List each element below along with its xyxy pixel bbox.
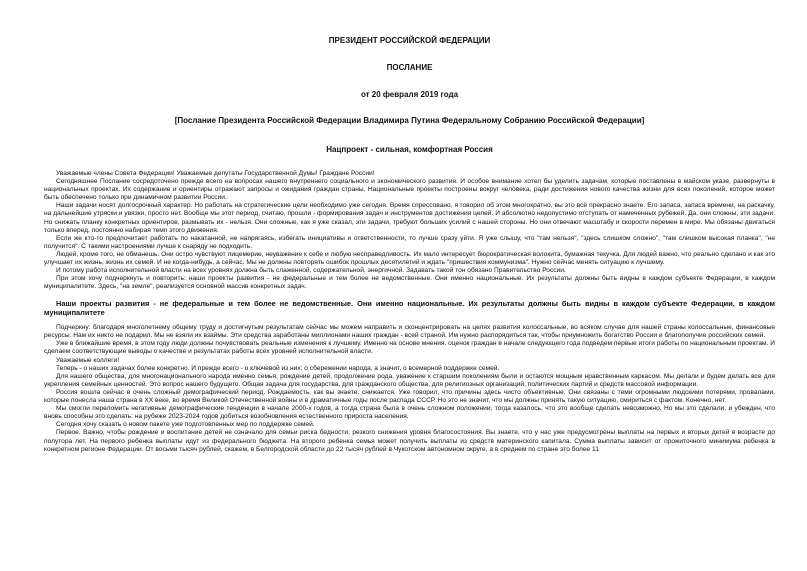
paragraph-greeting: Уважаемые члены Совета Федерации! Уважаемые депутаты Государственной Думы! Граждане России!	[56, 170, 375, 177]
section-title: Нацпроект - сильная, комфортная Россия	[326, 145, 493, 154]
paragraph: Для нашего общества, для многонационального народа именно семья, рождение детей, продолжение рода, уважение к старшим поколениям были и остаются мощным нравственным каркасом. Мы делали и будем делать все для укрепления семейных ценностей. Это вопрос нашего будущего. Общая задача для государства, для гражданского общества, для религиозных организаций, политических партий и средств массовой информации.	[44, 372, 775, 388]
paragraph: Подчеркну: благодаря многолетнему общему труду и достигнутым результатам сейчас мы можем направить и сконцентрировать на целях развития колоссальные, во всяком случае для нашей страны колоссальные, финансовые ресурсы. Нам их никто не подарил. Мы не взяли их взаймы. Эти средства заработаны миллионами наших граждан - всей страной. Им нужно распорядиться так, чтобы приумножить богатство России и благополучие российских семей.	[44, 324, 775, 340]
document-date: от 20 февраля 2019 года	[360, 90, 459, 99]
paragraph: Россия вошла сейчас в очень сложный демографический период. Рождаемость, как вы знаете, снижается. Уже говорил, что причины здесь чисто объективные. Они связаны с теми огромными людскими потерями, провалами, которые понесла наша страна в ХХ веке, во время Великой Отечественной войны и в драматичные годы после распада СССР. Но это не значит, что мы должны принять такую ситуацию, смириться с фактом. Конечно, нет.	[44, 388, 775, 405]
paragraph: И потому работа исполнительной власти на всех уровнях должна быть слаженной, содержательной, энергичной. Задавать такой тон обязано Правительство России.	[56, 267, 566, 275]
paragraph: Сегодня хочу сказать о новом пакете уже подготовленных мер по поддержке семей.	[56, 421, 315, 429]
document-subtitle: [Послание Президента Российской Федерации Владимира Путина Федеральному Собранию Российской Федерации]	[174, 116, 645, 125]
paragraph: Если же кто-то предпочитает работать по накатанной, не напрягаясь, избегать инициативы и ответственности, то лучше сразу уйти. Я уже слышу, что "там нельзя", "здесь слишком сложно", "там слишком высокая планка", "не получится". С такими настроениями лучше к снаряду не подходить.	[44, 234, 775, 250]
president-heading: ПРЕЗИДЕНТ РОССИЙСКОЙ ФЕДЕРАЦИИ	[328, 36, 491, 45]
document-type-heading: ПОСЛАНИЕ	[386, 63, 433, 72]
paragraph: При этом хочу подчеркнуть и повторить: наши проекты развития - не федеральные и тем более не ведомственные. Они именно национальные. Их результаты должны быть видны в каждом субъекте Федерации, в каждом муниципалитете. Здесь, "на земле", реализуется основной массив конкретных задач.	[44, 275, 775, 291]
paragraph: Сегодняшнее Послание сосредоточено прежде всего на вопросах нашего внутреннего социального и экономического развития. И особое внимание хотел бы уделить задачам, которые поставлены в майском указе, развернуты в национальных проектах. Их содержание и ориентиры отражают запросы и ожидания граждан страны. Национальные проекты построены вокруг человека, ради достижения нового качества жизни для всех поколений, которое может быть обеспечено только при динамичном развитии России.	[44, 178, 775, 202]
paragraph: Мы смогли переломить негативные демографические тенденции в начале 2000-х годов, а тогда страна была в очень сложном положении, тогда казалось, что это вообще сделать невозможно. Но мы это сделали, и убежден, что вновь способны это сделать: на рубеже 2023-2024 годов добиться возобновления естественного прироста населения.	[44, 405, 775, 421]
paragraph: Людей, кроме того, не обманешь. Они остро чувствуют лицемерие, неуважение к себе и любую несправедливость. Их мало интересует бюрократическая волокита, бумажная текучка. Для людей важно, что реально сделано и как это улучшает их жизнь, жизнь их семей. И не когда-нибудь, а сейчас. Мы не должны повторять ошибок прошлых десятилетий и ждать "пришествия коммунизма". Нужно сейчас менять ситуацию к лучшему.	[44, 250, 775, 267]
paragraph-address: Уважаемые коллеги!	[56, 356, 120, 364]
paragraph: Уже в ближайшие время, в этом году люди должны почувствовать реальные изменения к лучшему. Именно на основе мнения, оценок граждан в начале следующего года подведем первые итоги работы по национальным проектам. И сделаем соответствующие выводы о качестве и результатах работы всех уровней исполнительной власти.	[44, 340, 775, 356]
highlighted-quote: Наши проекты развития - не федеральные и тем более не ведомственные. Они именно национальные. Их результаты должны быть видны в каждом субъекте Федерации, в каждом муниципалитете	[44, 298, 775, 317]
paragraph: Первое. Важно, чтобы рождение и воспитание детей не означало для семьи риска бедности, резкого снижения уровня благосостояния. Вы знаете, что у нас уже предусмотрены выплаты на первых и вторых детей в возрасте до полутора лет. На первого ребенка выплаты идут из федерального бюджета. На второго ребенка семья может получить выплаты из средств материнского капитала. Сумма выплаты зависит от прожиточного минимума ребенка в конкретном регионе Федерации. От восьми тысяч рублей, скажем, в Белгородской области до 22 тысяч рублей в Чукотском автономном округе, а в среднем по стране это более 11	[44, 429, 775, 453]
paragraph: Теперь - о наших задачах более конкретно. И прежде всего - о ключевой из них: о сбережении народа, а значит, о всемерной поддержке семей.	[56, 364, 500, 372]
paragraph: Наши задачи носят долгосрочный характер. Но работать на стратегические цели необходимо уже сегодня. Время спрессовано, я говорил об этом многократно, вы это всё прекрасно знаете. Его запаса, запаса времени, на раскачку, на дальнейшие утряски и увязки, просто нет. Вообще мы этот период, считаю, прошли - формирования задач и инструментов достижения целей. И абсолютно недопустимо отступать от намеченных рубежей. Да, они сложны, эти задачи. Но снижать планку конкретных ориентиров, размывать их - нельзя. Они сложные, как я уже сказал, эти задачи, требуют больших усилий с нашей стороны. Но они отвечают масштабу и скорости перемен в мире. Мы обязаны двигаться только вперед, постоянно набирая темп этого движения.	[44, 202, 775, 234]
